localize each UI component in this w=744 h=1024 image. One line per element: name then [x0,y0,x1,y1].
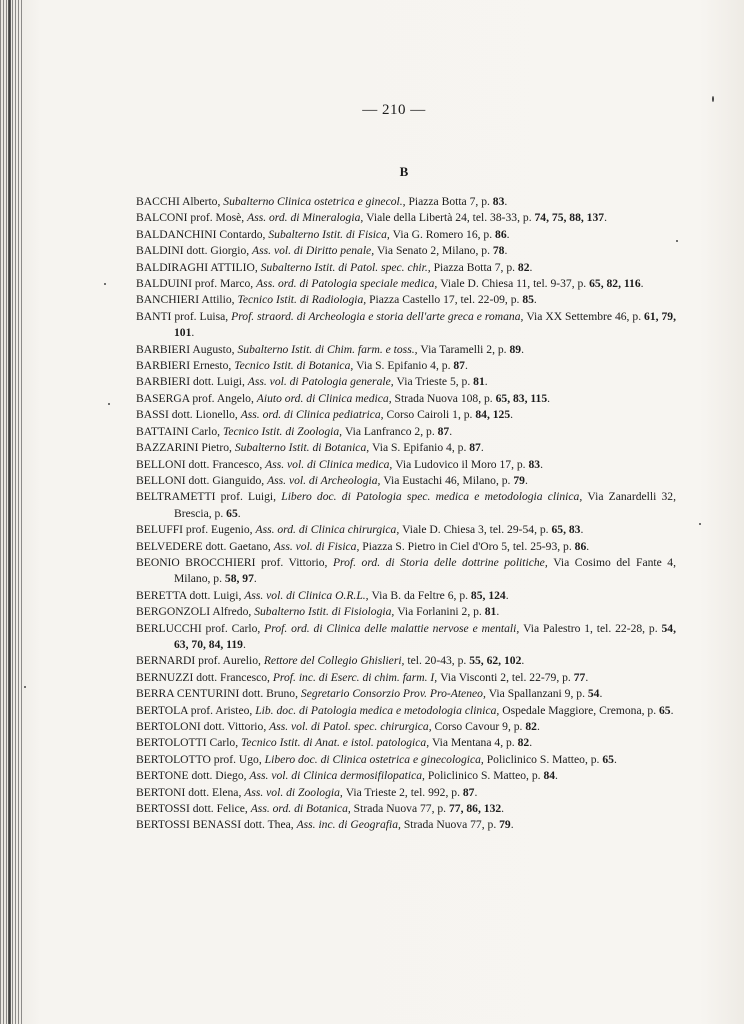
entry-name: BATTAINI Carlo, [136,424,223,438]
directory-entries [136,194,676,834]
entry-role: Prof. straord. di Archeologia e storia dell'arte greca e romana, [231,309,527,323]
entry-pages: 54 [587,687,600,701]
entry-role: Tecnico Istit. di Anat. e istol. patologica, [241,736,432,750]
entry-role: Subalterno Istit. di Fisiologia, [254,605,398,619]
entry-name: BERNARDI prof. Aurelio, [136,654,264,668]
directory-entry [136,358,676,374]
entry-role: Ass. ord. di Botanica, [250,802,354,816]
entry-name: BERTONI dott. Elena, [136,785,245,799]
entry-details: Piazza Botta 7, p. [408,195,493,208]
directory-entry [136,457,676,473]
entry-role: Subalterno Istit. di Chim. farm. e toss., [237,342,421,356]
entry-role: Ass. ord. di Mineralogia, [247,211,367,225]
entry-role: Tecnico Istit. di Zoologia, [222,424,345,438]
entry-tail: . [510,818,514,832]
entry-role: Subalterno Clinica ostetrica e ginecol., [223,195,409,208]
directory-entry [136,489,676,522]
entry-role: Prof. inc. di Eserc. di chim. farm. I, [272,670,441,684]
entry-tail: . [237,506,241,520]
entry-pages: 84, 125 [475,408,511,422]
entry-name: BEONIO BROCCHIERI prof. Vittorio, [136,555,333,569]
entry-details: Viale D. Chiesa 11, tel. 9-37, p. [440,277,590,291]
entry-name: BASERGA prof. Angelo, [136,391,257,405]
entry-tail: . [670,703,674,717]
entry-tail: . [604,211,607,225]
directory-entry [136,424,676,440]
directory-entry [136,227,676,243]
entry-name: BALDIRAGHI ATTILIO, [136,260,261,274]
entry-tail: . [536,720,540,733]
directory-entry [136,374,676,390]
directory-entry [136,342,676,358]
entry-tail: . [585,670,589,684]
entry-tail: . [449,424,453,438]
directory-entry [136,588,676,604]
entry-pages: 65, 83 [551,523,581,537]
entry-name: BERETTA dott. Luigi, [136,588,245,602]
entry-name: BAZZARINI Pietro, [136,441,235,455]
entry-pages: 86 [495,227,507,241]
entry-tail: . [547,391,551,405]
entry-details: Via XX Settembre 46, p. [526,309,645,323]
entry-pages: 77 [573,670,586,684]
directory-entry [136,194,676,210]
entry-pages: 65 [602,752,614,766]
entry-details: Via Lanfranco 2, p. [344,424,438,438]
directory-entry [136,801,676,817]
directory-entry [136,539,676,555]
entry-pages: 74, 75, 88, 137 [534,211,605,225]
entry-details: Via Cosimo del Fante 4, Milano, p. [174,555,676,586]
entry-details: Strada Nuova 77, p. [353,802,449,816]
entry-tail: . [474,785,478,799]
entry-details: tel. 20-43, p. [407,654,470,668]
entry-details: Via B. da Feltre 6, p. [371,588,471,602]
entry-tail: . [524,473,528,487]
entry-role: Ass. vol. di Patologia generale, [247,375,397,389]
directory-entry [136,292,676,308]
entry-pages: 79 [499,818,511,832]
entry-name: BARBIERI dott. Luigi, [136,375,248,389]
page-number: — 210 — [362,102,426,118]
directory-entry [136,719,676,735]
entry-role: Subalterno Istit. di Patol. spec. chir., [260,260,434,274]
entry-tail: . [521,342,524,356]
entry-name: BANTI prof. Luisa, [136,309,232,323]
entry-role: Lib. doc. di Patologia medica e metodologia clinica, [255,703,503,717]
directory-entry [136,768,676,784]
entry-role: Ass. vol. di Clinica O.R.L., [244,588,372,602]
entry-tail: . [464,359,468,373]
directory-entry [136,752,676,768]
entry-pages: 87 [437,424,450,438]
entry-tail: . [613,752,617,766]
entry-name: BELTRAMETTI prof. Luigi, [136,490,282,504]
entry-name: BELUFFI prof. Eugenio, [136,523,256,537]
entry-details: Piazza Botta 7, p. [433,260,518,274]
entry-name: BERTOSSI BENASSI dott. Thea, [136,818,297,832]
entry-pages: 85 [522,293,534,307]
directory-entry [136,210,676,226]
entry-role: Prof. ord. di Storia delle dottrine politiche, [332,555,554,569]
entry-details: Corso Cairoli 1, p. [386,408,476,422]
entry-name: BERGONZOLI Alfredo, [136,605,255,619]
entry-name: BERTOLONI dott. Vittorio, [136,720,270,733]
directory-entry [136,817,676,833]
entry-pages: 81 [473,375,485,389]
entry-details: Strada Nuova 108, p. [394,391,496,405]
entry-pages: 84 [543,769,556,783]
entry-details: Piazza Castello 17, tel. 22-09, p. [369,293,523,307]
entry-pages: 81 [484,605,497,619]
entry-tail: . [506,227,510,241]
entry-tail: . [640,277,644,291]
entry-tail: . [191,326,195,340]
entry-pages: 82 [525,720,537,733]
entry-name: BACCHI Alberto, [136,195,224,208]
entry-tail: . [540,457,543,471]
entry-name: BANCHIERI Attilio, [136,293,238,307]
entry-name: BERNUZZI dott. Francesco, [136,670,273,684]
entry-pages: 87 [462,785,475,799]
entry-name: BELVEDERE dott. Gaetano, [136,539,274,553]
directory-entry [136,522,676,538]
entry-role: Ass. ord. di Patologia speciale medica, [256,277,441,291]
entry-pages: 77, 86, 132 [448,802,502,816]
entry-tail: . [501,802,505,816]
entry-tail: . [504,244,508,258]
entry-tail: . [480,441,484,455]
entry-tail: . [496,605,500,619]
directory-entry [136,243,676,259]
entry-details: Via Trieste 5, p. [396,375,474,389]
entry-role: Ass. vol. di Clinica dermosifilopatica, [249,769,428,783]
entry-pages: 83 [528,457,541,471]
entry-name: BELLONI dott. Gianguido, [136,473,268,487]
directory-entry [136,670,676,686]
entry-tail: . [586,539,590,553]
entry-role: Ass. ord. di Clinica chirurgica, [255,523,403,537]
directory-entry [136,440,676,456]
entry-details: Policlinico S. Matteo, p. [486,752,603,766]
entry-details: Corso Cavour 9, p. [434,720,526,733]
entry-details: Via Visconti 2, tel. 22-79, p. [440,670,574,684]
entry-tail: . [242,637,246,651]
entry-pages: 65 [659,703,671,717]
entry-role: Ass. vol. di Archeologia, [267,473,384,487]
entry-role: Subalterno Istit. di Fisica, [268,227,393,241]
directory-entry [136,276,676,292]
entry-role: Libero doc. di Clinica ostetrica e ginecologica, [264,752,487,766]
entry-name: BARBIERI Augusto, [136,342,238,356]
entry-role: Ass. vol. di Patol. spec. chirurgica, [269,720,435,733]
entry-name: BERTOLOTTO prof. Ugo, [136,752,265,766]
entry-pages: 65, 83, 115 [495,391,548,405]
directory-entry [136,309,676,342]
directory-entry [136,473,676,489]
entry-name: BERTOLA prof. Aristeo, [136,703,256,717]
entry-tail: . [505,588,509,602]
entry-tail: . [555,769,558,783]
entry-details: Via Senato 2, Milano, p. [377,244,493,258]
entry-details: Policlinico S. Matteo, p. [427,769,544,783]
entry-name: BERTOLOTTI Carlo, [136,736,242,750]
entry-details: Via Forlanini 2, p. [397,605,485,619]
entry-name: BALDANCHINI Contardo, [136,227,269,241]
entry-pages: 61, 79, 101 [174,309,676,340]
entry-name: BASSI dott. Lionello, [136,408,241,422]
entry-details: Strada Nuova 77, p. [403,818,500,832]
entry-details: Piazza S. Pietro in Ciel d'Oro 5, tel. 25-93, p. [362,539,575,553]
entry-tail: . [580,523,584,537]
entry-tail: . [504,195,508,208]
entry-details: Via Eustachi 46, Milano, p. [383,473,514,487]
entry-details: Via Trieste 2, tel. 992, p. [345,785,463,799]
entry-pages: 87 [453,359,465,373]
entry-role: Prof. ord. di Clinica delle malattie nervose e mentali, [264,621,524,635]
entry-pages: 54, 63, 70, 84, 119 [174,621,676,651]
entry-details: Ospedale Maggiore, Cremona, p. [502,703,659,717]
entry-name: BERTONE dott. Diego, [136,769,250,783]
entry-pages: 65 [226,506,238,520]
page-binding-shadow [8,0,11,1024]
entry-name: BARBIERI Ernesto, [136,359,235,373]
entry-tail: . [599,687,603,701]
page-binding-edge [0,0,24,1024]
entry-name: BALDINI dott. Giorgio, [136,244,253,258]
entry-name: BERRA CENTURINI dott. Bruno, [136,687,301,701]
entry-role: Segretario Consorzio Prov. Pro-Ateneo, [300,687,489,701]
entry-role: Ass. vol. di Clinica medica, [265,457,396,471]
entry-name: BALDUINI prof. Marco, [136,277,257,291]
directory-entry [136,735,676,751]
entry-details: Via Palestro 1, tel. 22-28, p. [523,621,662,635]
entry-details: Viale D. Chiesa 3, tel. 29-54, p. [402,523,552,537]
entry-role: Ass. vol. di Zoologia, [244,785,346,799]
directory-entry [136,391,676,407]
entry-details: Via S. Epifanio 4, p. [356,359,454,373]
directory-entry [136,260,676,276]
entry-details: Via Taramelli 2, p. [420,342,510,356]
entry-tail: . [484,375,488,389]
entry-role: Tecnico Istit. di Radiologia, [237,293,370,307]
entry-role: Libero doc. di Patologia spec. medica e metodologia clinica, [281,490,588,504]
entry-pages: 82 [517,736,530,750]
entry-tail: . [529,260,533,274]
entry-tail: . [510,408,514,422]
entry-role: Ass. ord. di Clinica pediatrica, [240,408,387,422]
directory-entry [136,703,676,719]
entry-tail: . [533,293,537,307]
entry-name: BELLONI dott. Francesco, [136,457,266,471]
entry-tail: . [521,654,525,668]
entry-pages: 85, 124 [470,588,506,602]
entry-pages: 55, 62, 102 [469,654,522,668]
directory-entry [136,785,676,801]
entry-role: Rettore del Collegio Ghislieri, [263,654,408,668]
entry-tail: . [253,572,257,586]
entry-role: Ass. vol. di Fisica, [273,539,363,553]
entry-name: BERLUCCHI prof. Carlo, [136,621,265,635]
entry-pages: 83 [492,195,505,208]
directory-entry [136,407,676,423]
entry-details: Viale della Libertà 24, tel. 38-33, p. [366,211,535,225]
entry-details: Via G. Romero 16, p. [392,227,496,241]
section-letter: B [399,164,409,179]
entry-tail: . [529,736,533,750]
entry-pages: 65, 82, 116 [589,277,641,291]
entry-pages: 86 [574,539,587,553]
entry-name: BERTOSSI dott. Felice, [136,802,251,816]
entry-name: BALCONI prof. Mosè, [136,211,248,225]
directory-entry [136,555,676,588]
entry-details: Via S. Epifanio 4, p. [372,441,470,455]
directory-entry [136,686,676,702]
directory-entry [136,604,676,620]
entry-pages: 79 [513,473,525,487]
entry-role: Aiuto ord. di Clinica medica, [256,391,395,405]
entry-role: Subalterno Istit. di Botanica, [234,441,373,455]
entry-details: Via Ludovico il Moro 17, p. [395,457,529,471]
entry-details: Via Zanardelli 32, Brescia, p. [174,490,676,520]
entry-pages: 82 [517,260,530,274]
entry-pages: 87 [469,441,481,455]
directory-entry [136,653,676,669]
entry-role: Ass. vol. di Diritto penale, [252,244,377,258]
entry-role: Ass. inc. di Geografia, [296,818,404,832]
entry-role: Tecnico Istit. di Botanica, [234,359,357,373]
directory-entry [136,621,676,654]
entry-details: Via Spallanzani 9, p. [488,687,588,701]
entry-pages: 58, 97 [224,572,254,586]
entry-pages: 78 [492,244,505,258]
entry-pages: 89 [509,342,522,356]
entry-details: Via Mentana 4, p. [432,736,518,750]
